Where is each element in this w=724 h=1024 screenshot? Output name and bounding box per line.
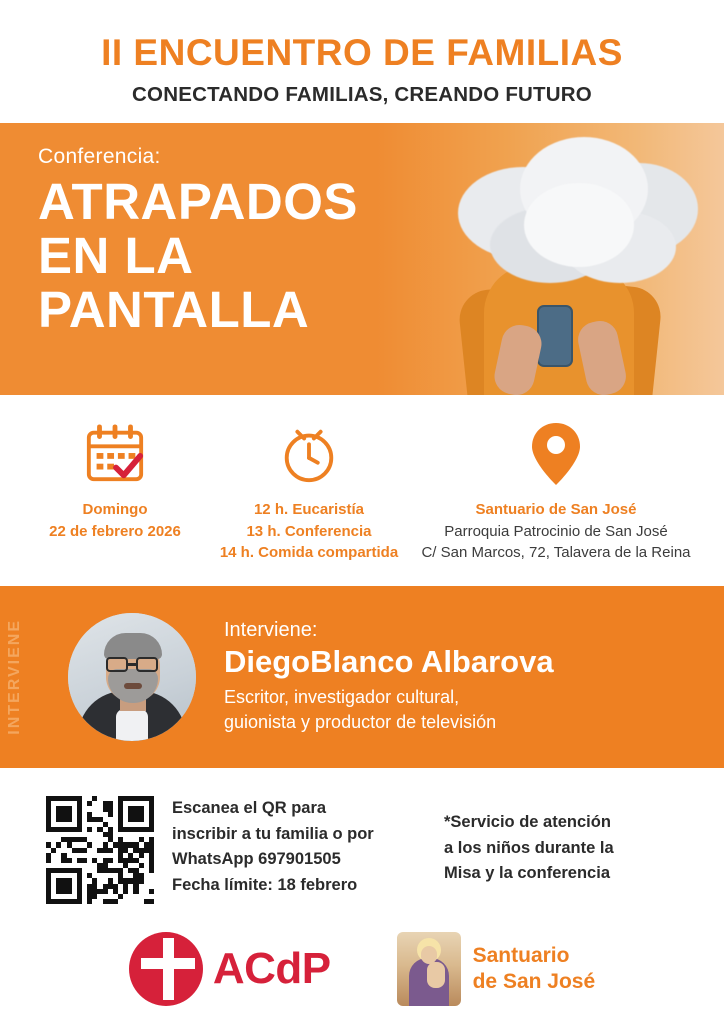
avatar-mouth [124, 683, 142, 689]
childcare-note [444, 796, 614, 887]
place-address: C/ San Marcos, 72, Talavera de la Reina [421, 544, 691, 562]
logo-row [0, 914, 724, 1024]
hero-title-line-2: EN LA [38, 226, 194, 284]
glasses-right-lens-icon [136, 657, 158, 672]
avatar [68, 613, 196, 741]
event-date-line-1: Domingo [82, 500, 148, 518]
poster-header [0, 0, 724, 123]
acdp-wordmark: ACdP [212, 944, 331, 994]
registration-section [0, 768, 724, 914]
childcare-note-line-3: Misa y la conferencia [444, 864, 610, 883]
hero-text-block [38, 145, 358, 337]
hero-kicker: Conferencia: [38, 144, 161, 168]
schedule-line-2: 13 h. Conferencia [246, 522, 372, 540]
glasses-left-lens-icon [106, 657, 128, 672]
san-jose-child [427, 962, 445, 988]
smartphone-icon [537, 305, 573, 367]
schedule-line-1: 12 h. Eucaristía [253, 500, 365, 518]
acdp-cross-horizontal [141, 958, 195, 969]
childcare-note-line-2: a los niños durante la [444, 838, 614, 857]
info-schedule-block [204, 421, 414, 564]
speaker-role-line-1: Escritor, investigador cultural, [224, 687, 460, 708]
avatar-shirt [116, 709, 148, 741]
registration-line-1: Escanea el QR para [172, 799, 327, 818]
place-name: Santuario de San José [475, 500, 637, 518]
registration-text [172, 796, 422, 898]
qr-code[interactable] [46, 796, 154, 904]
place-parish: Parroquia Patrocinio de San José [444, 522, 668, 540]
vertical-label-text: INTERVIENE [6, 619, 23, 735]
schedule-line-3: 14 h. Comida compartida [219, 544, 399, 562]
registration-line-3: WhatsApp 697901505 [172, 850, 341, 869]
event-date-line-2: 22 de febrero 2026 [49, 522, 181, 540]
san-jose-face [421, 946, 437, 964]
cloud-puff [524, 183, 634, 267]
santuario-wordmark-line-1: Santuario [472, 943, 570, 967]
location-pin-icon [529, 421, 583, 487]
info-date-block [26, 421, 204, 564]
hero-image [424, 123, 724, 395]
hero-title-line-3: PANTALLA [38, 280, 310, 338]
san-jose-image [397, 932, 461, 1006]
santuario-logo [397, 932, 596, 1006]
hero-banner [0, 123, 724, 395]
speaker-role-line-2: guionista y productor de televisión [224, 712, 497, 733]
hero-title-line-1: ATRAPADOS [38, 172, 358, 230]
acdp-cross-icon [129, 932, 203, 1006]
event-info-strip [0, 395, 724, 586]
acdp-cross-vertical [163, 938, 174, 1000]
santuario-wordmark [473, 943, 596, 996]
registration-deadline: Fecha límite: 18 febrero [172, 875, 358, 894]
santuario-wordmark-line-2: de San José [472, 970, 596, 994]
info-place-block [414, 421, 698, 564]
speaker-kicker: Interviene: [224, 618, 318, 641]
speaker-band [0, 586, 724, 768]
acdp-logo [129, 932, 331, 1006]
avatar-hair [104, 633, 162, 659]
clock-icon [278, 421, 340, 487]
glasses-bridge-icon [128, 663, 136, 666]
registration-line-2: inscribir a tu familia o por [172, 824, 374, 843]
page-subtitle: CONECTANDO FAMILIAS, CREANDO FUTURO [132, 82, 592, 106]
page-title: II ENCUENTRO DE FAMILIAS [101, 32, 623, 73]
speaker-text-block [224, 619, 554, 736]
speaker-name: DiegoBlanco Albarova [224, 643, 554, 679]
calendar-icon [84, 421, 146, 487]
vertical-label [2, 586, 28, 768]
childcare-note-line-1: *Servicio de atención [444, 813, 611, 832]
